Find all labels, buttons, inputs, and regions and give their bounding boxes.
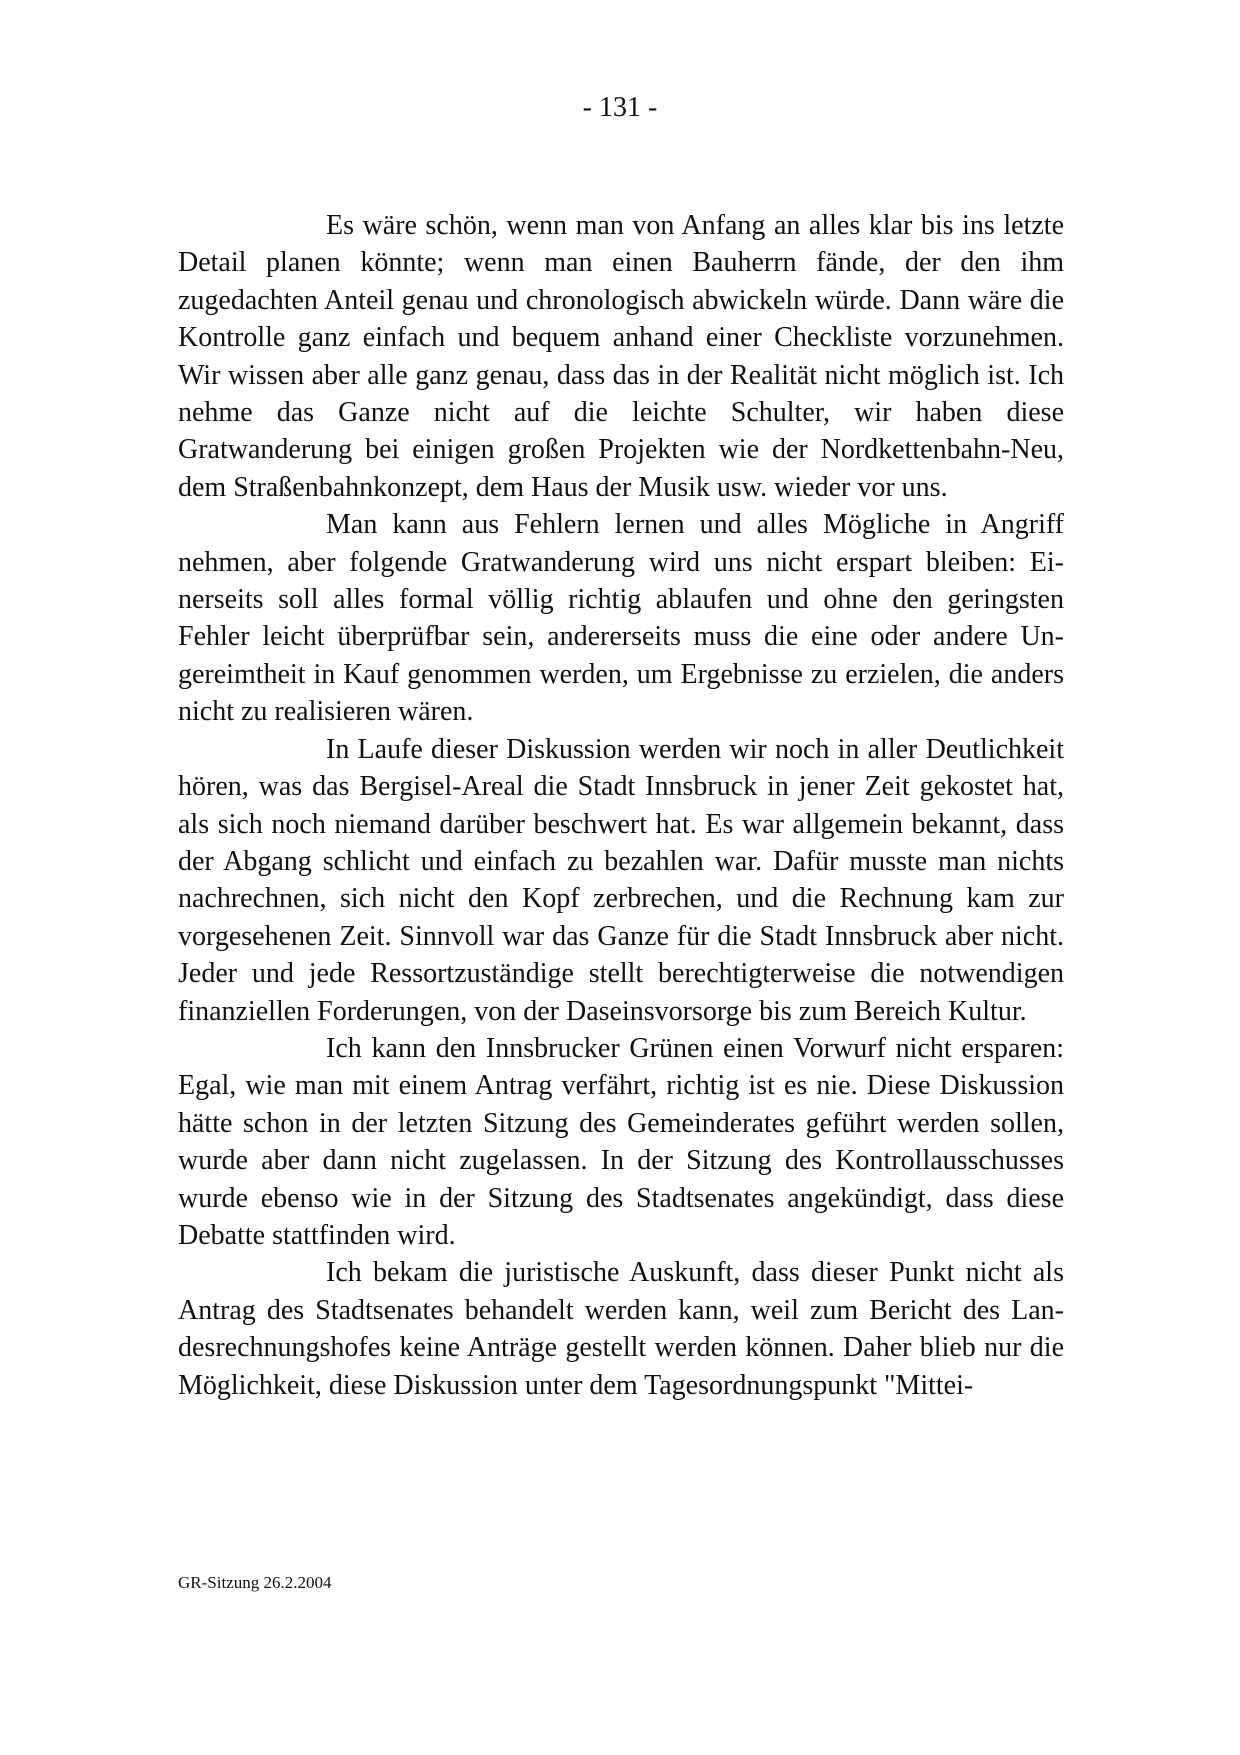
paragraph-2: Man kann aus Fehlern lernen und alles Mögliche in Angriff nehmen, aber folgende Gratwanderung wird uns nicht erspart bleiben: Einerseits soll alles formal völlig richtig ablaufen und ohne den geringsten Fehler leicht überprüfbar sein, andererseits muss die eine oder andere Ungereimtheit in Kauf genommen werden, um Ergebnisse zu erzielen, die anders nicht zu realisieren wären. [178,509,1064,728]
paragraph-4: Ich kann den Innsbrucker Grünen einen Vorwurf nicht ersparen: Egal, wie man mit einem Antrag verfährt, richtig ist es nie. Diese Diskussion hätte schon in der letzten Sitzung des Gemeinderates geführt werden sollen, wurde aber dann nicht zugelassen. In der Sitzung des Kontrollausschusses wurde ebenso wie in der Sitzung des Stadtsenates angekündigt, dass diese Debatte stattfinden wird. [178,1032,1064,1251]
page-number: - 131 - [582,92,658,123]
page-footer: GR-Sitzung 26.2.2004 [178,1573,332,1592]
body-text [178,207,1064,1404]
paragraph-1: Es wäre schön, wenn man von Anfang an alles klar bis ins letzte Detail planen könnte; wenn man einen Bauherrn fände, der den ihm zugedachten Anteil genau und chronologisch abwickeln würde. Dann wäre die Kontrolle ganz einfach und bequem anhand einer Checkliste vorzunehmen. Wir wissen aber alle ganz genau, dass das in der Realität nicht möglich ist. Ich nehme das Ganze nicht auf die leichte Schulter, wir haben diese Gratwanderung bei einigen großen Projekten wie der Nordkettenbahn-Neu, dem Straßenbahnkonzept, dem Haus der Musik usw. wieder vor uns. [178,210,1064,503]
paragraph-5: Ich bekam die juristische Auskunft, dass dieser Punkt nicht als Antrag des Stadtsenates behandelt werden kann, weil zum Bericht des Landesrechnungshofes keine Anträge gestellt werden können. Daher blieb nur die Möglichkeit, diese Diskussion unter dem Tagesordnungspunkt "Mittei- [178,1257,1064,1401]
paragraph-3: In Laufe dieser Diskussion werden wir noch in aller Deutlichkeit hören, was das Bergisel-Areal die Stadt Innsbruck in jener Zeit gekostet hat, als sich noch niemand darüber beschwert hat. Es war allgemein bekannt, dass der Abgang schlicht und einfach zu bezahlen war. Dafür musste man nichts nachrechnen, sich nicht den Kopf zerbrechen, und die Rechnung kam zur vorgesehenen Zeit. Sinnvoll war das Ganze für die Stadt Innsbruck aber nicht. Jeder und jede Ressortzuständige stellt berechtigterweise die notwendigen finanziellen Forderungen, von der Daseinsvorsorge bis zum Bereich Kultur. [178,733,1064,1027]
